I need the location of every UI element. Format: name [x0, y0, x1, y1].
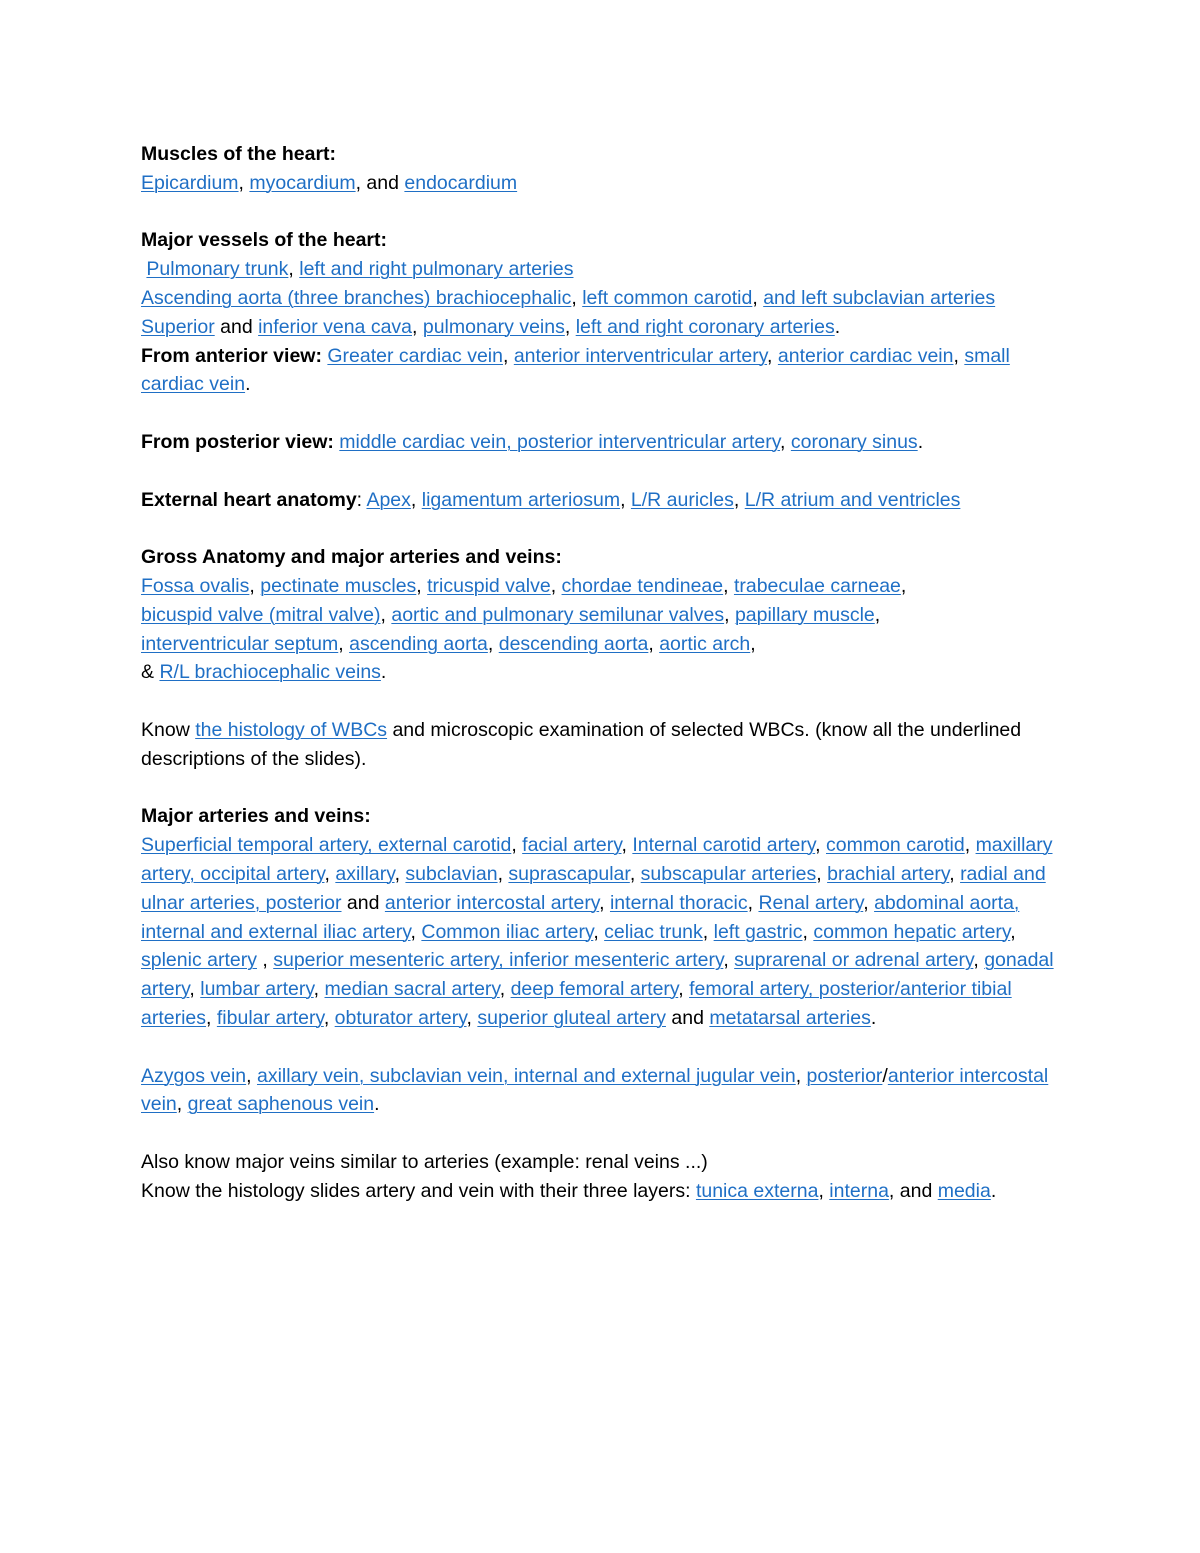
link-tunica-externa[interactable]: tunica externa	[695, 1179, 819, 1202]
link-lumbar-artery[interactable]: lumbar artery	[200, 978, 314, 1001]
heading-gross-anatomy: Gross Anatomy and major arteries and veins:	[141, 546, 562, 569]
link-inferior-vena-cava[interactable]: inferior vena cava	[258, 315, 413, 338]
link-great-saphenous-vein[interactable]: great saphenous vein	[187, 1093, 375, 1116]
link-lr-auricles[interactable]: L/R auricles	[630, 488, 734, 511]
link-pulmonary-veins[interactable]: pulmonary veins	[422, 315, 565, 338]
link-femoral-tibial[interactable]: femoral artery, posterior/anterior tibial arteries	[141, 978, 1012, 1029]
label-posterior-view: From posterior view:	[141, 430, 334, 453]
heading-major-vessels: Major vessels of the heart:	[141, 229, 387, 252]
link-deep-femoral[interactable]: deep femoral artery	[510, 978, 679, 1001]
link-posterior[interactable]: posterior	[806, 1064, 883, 1087]
link-metatarsal-arteries[interactable]: metatarsal arteries	[709, 1006, 871, 1029]
document-page	[141, 140, 1061, 1205]
section-heart-muscles: Muscles of the heart: Epicardium, myocardium, and endocardium	[141, 143, 518, 194]
link-semilunar-valves[interactable]: aortic and pulmonary semilunar valves	[391, 603, 725, 626]
heading-major-arteries-veins: Major arteries and veins:	[141, 805, 371, 828]
label-anterior-view: From anterior view:	[141, 344, 322, 367]
link-suprarenal-artery[interactable]: suprarenal or adrenal artery	[734, 949, 974, 972]
link-bicuspid-valve[interactable]: bicuspid valve (mitral valve)	[141, 603, 381, 626]
link-axillary-jugular-veins[interactable]: axillary vein, subclavian vein, internal and external jugular vein	[256, 1064, 796, 1087]
link-splenic-artery[interactable]: splenic artery	[141, 949, 257, 972]
link-lr-pulmonary-arteries[interactable]: left and right pulmonary arteries	[299, 258, 574, 281]
link-apex[interactable]: Apex	[366, 488, 411, 511]
link-ascending-aorta-branches[interactable]: Ascending aorta (three branches) brachiocephalic	[141, 286, 572, 309]
link-subclavian[interactable]: subclavian	[405, 862, 498, 885]
link-pulmonary-trunk[interactable]: Pulmonary trunk	[146, 258, 289, 281]
link-internal-thoracic[interactable]: internal thoracic	[609, 891, 748, 914]
link-lr-atrium-ventricles[interactable]: L/R atrium and ventricles	[744, 488, 961, 511]
section-major-vessels: Major vessels of the heart: Pulmonary trunk, left and right pulmonary arteries Ascending aorta (three branches) brachiocephalic, left common carotid, and left subclavian arteries Superior and inferior vena cava, pulmonary veins, left and right coronary arteries. From anterior view: Greater cardiac vein, anterior interventricular artery, anterior cardiac vein, small cardiac vein.	[141, 229, 1010, 396]
link-brachiocephalic-veins[interactable]: R/L brachiocephalic veins	[159, 661, 381, 684]
link-small-cardiac-vein[interactable]: small cardiac vein	[141, 344, 1010, 396]
link-descending-aorta[interactable]: descending aorta	[498, 632, 649, 655]
section-wbc-histology: Know the histology of WBCs and microscopic examination of selected WBCs. (know all the underlined descriptions of the slides).	[141, 718, 1022, 770]
link-common-hepatic[interactable]: common hepatic artery	[813, 920, 1011, 943]
link-subscapular-arteries[interactable]: subscapular arteries	[640, 862, 817, 885]
link-chordae-tendineae[interactable]: chordae tendineae	[561, 574, 724, 597]
heading-heart-muscles: Muscles of the heart:	[141, 143, 337, 165]
link-axillary[interactable]: axillary	[335, 862, 395, 885]
label-external-anatomy: External heart anatomy	[141, 488, 357, 511]
link-superficial-temporal[interactable]: Superficial temporal artery, external carotid	[141, 834, 512, 857]
link-anterior-intercostal-artery[interactable]: anterior intercostal artery	[384, 891, 600, 914]
link-fossa-ovalis[interactable]: Fossa ovalis	[141, 574, 250, 597]
link-anterior-interventricular-artery[interactable]: anterior interventricular artery	[513, 344, 768, 367]
link-abdominal-aorta-iliac[interactable]: abdominal aorta, internal and external iliac artery	[141, 891, 1020, 943]
link-radial-ulnar[interactable]: radial and ulnar arteries, posterior	[141, 862, 1046, 914]
link-myocardium[interactable]: myocardium	[249, 171, 356, 194]
link-mesenteric-arteries[interactable]: superior mesenteric artery, inferior mesenteric artery	[273, 949, 724, 972]
link-azygos-vein[interactable]: Azygos vein	[141, 1064, 247, 1087]
link-renal-artery[interactable]: Renal artery	[758, 891, 864, 914]
section-gross-anatomy: Gross Anatomy and major arteries and veins: Fossa ovalis, pectinate muscles, tricuspid valve, chordae tendineae, trabeculae carneae, bicuspid valve (mitral valve), aortic and pulmonary semilunar valves, papillary muscle, interventricular septum, ascending aorta, descending aorta, aortic arch, & R/L brachiocephalic veins.	[141, 546, 907, 684]
link-common-iliac[interactable]: Common iliac artery	[421, 920, 594, 943]
link-pectinate-muscles[interactable]: pectinate muscles	[260, 574, 417, 597]
link-trabeculae-carneae[interactable]: trabeculae carneae	[733, 574, 901, 597]
link-interna[interactable]: interna	[829, 1179, 889, 1202]
link-interventricular-septum[interactable]: interventricular septum	[141, 632, 339, 655]
link-brachial-artery[interactable]: brachial artery	[827, 862, 950, 885]
link-left-common-carotid[interactable]: left common carotid	[582, 286, 753, 309]
link-histology-wbcs[interactable]: the histology of WBCs	[195, 718, 388, 741]
link-tricuspid-valve[interactable]: tricuspid valve	[427, 574, 551, 597]
link-ascending-aorta[interactable]: ascending aorta	[349, 632, 488, 655]
section-major-arteries-veins: Major arteries and veins: Superficial temporal artery, external carotid, facial artery, Internal carotid artery, common carotid, maxillary artery, occipital artery, axillary, subclavian, suprascapular, subscapular arteries, brachial artery, radial and ulnar arteries, posterior and anterior intercostal artery, internal thoracic, Renal artery, abdominal aorta, internal and external iliac artery, Common iliac artery, celiac trunk, left gastric, common hepatic artery, splenic artery , superior mesenteric artery, inferior mesenteric artery, suprarenal or adrenal artery, gonadal artery, lumbar artery, median sacral artery, deep femoral artery, femoral artery, posterior/anterior tibial arteries, fibular artery, obturator artery, superior gluteal artery and metatarsal arteries.	[141, 805, 1054, 1029]
link-gonadal-artery[interactable]: gonadal artery	[141, 949, 1054, 1001]
link-greater-cardiac-vein[interactable]: Greater cardiac vein	[327, 344, 503, 367]
section-vessel-layers: Also know major veins similar to arteries (example: renal veins ...) Know the histology slides artery and vein with their three layers: tunica externa, interna, and media.	[141, 1150, 997, 1202]
link-left-subclavian-arteries[interactable]: and left subclavian arteries	[763, 286, 996, 309]
link-superior-gluteal[interactable]: superior gluteal artery	[477, 1006, 666, 1029]
link-ligamentum-arteriosum[interactable]: ligamentum arteriosum	[421, 488, 621, 511]
link-middle-cardiac-vein[interactable]: middle cardiac vein, posterior interventricular artery	[339, 430, 781, 453]
link-suprascapular[interactable]: suprascapular	[508, 862, 630, 885]
link-left-gastric[interactable]: left gastric	[713, 920, 803, 943]
link-anterior-cardiac-vein[interactable]: anterior cardiac vein	[777, 344, 954, 367]
link-epicardium[interactable]: Epicardium	[141, 171, 239, 194]
link-internal-carotid[interactable]: Internal carotid artery	[632, 834, 816, 857]
section-external-anatomy: External heart anatomy: Apex, ligamentum arteriosum, L/R auricles, L/R atrium and ventricles	[141, 488, 961, 511]
link-papillary-muscle[interactable]: papillary muscle	[734, 603, 875, 626]
link-aortic-arch[interactable]: aortic arch	[659, 632, 751, 655]
link-coronary-arteries[interactable]: left and right coronary arteries	[575, 315, 835, 338]
section-veins: Azygos vein, axillary vein, subclavian vein, internal and external jugular vein, posterior/anterior intercostal vein, great saphenous vein.	[141, 1064, 1049, 1116]
link-facial-artery[interactable]: facial artery	[522, 834, 622, 857]
link-obturator-artery[interactable]: obturator artery	[334, 1006, 467, 1029]
section-posterior-view: From posterior view: middle cardiac vein, posterior interventricular artery, coronary sinus.	[141, 430, 924, 453]
link-median-sacral[interactable]: median sacral artery	[324, 978, 500, 1001]
link-superior[interactable]: Superior	[141, 315, 215, 338]
link-maxillary-occipital[interactable]: maxillary artery, occipital artery	[141, 834, 1053, 885]
link-endocardium[interactable]: endocardium	[404, 171, 518, 194]
link-anterior-intercostal-vein[interactable]: anterior intercostal vein	[141, 1064, 1049, 1116]
link-common-carotid[interactable]: common carotid	[826, 834, 965, 857]
link-media[interactable]: media	[937, 1179, 991, 1202]
link-coronary-sinus[interactable]: coronary sinus	[790, 430, 918, 453]
link-fibular-artery[interactable]: fibular artery	[216, 1006, 324, 1029]
link-celiac-trunk[interactable]: celiac trunk	[604, 920, 703, 943]
